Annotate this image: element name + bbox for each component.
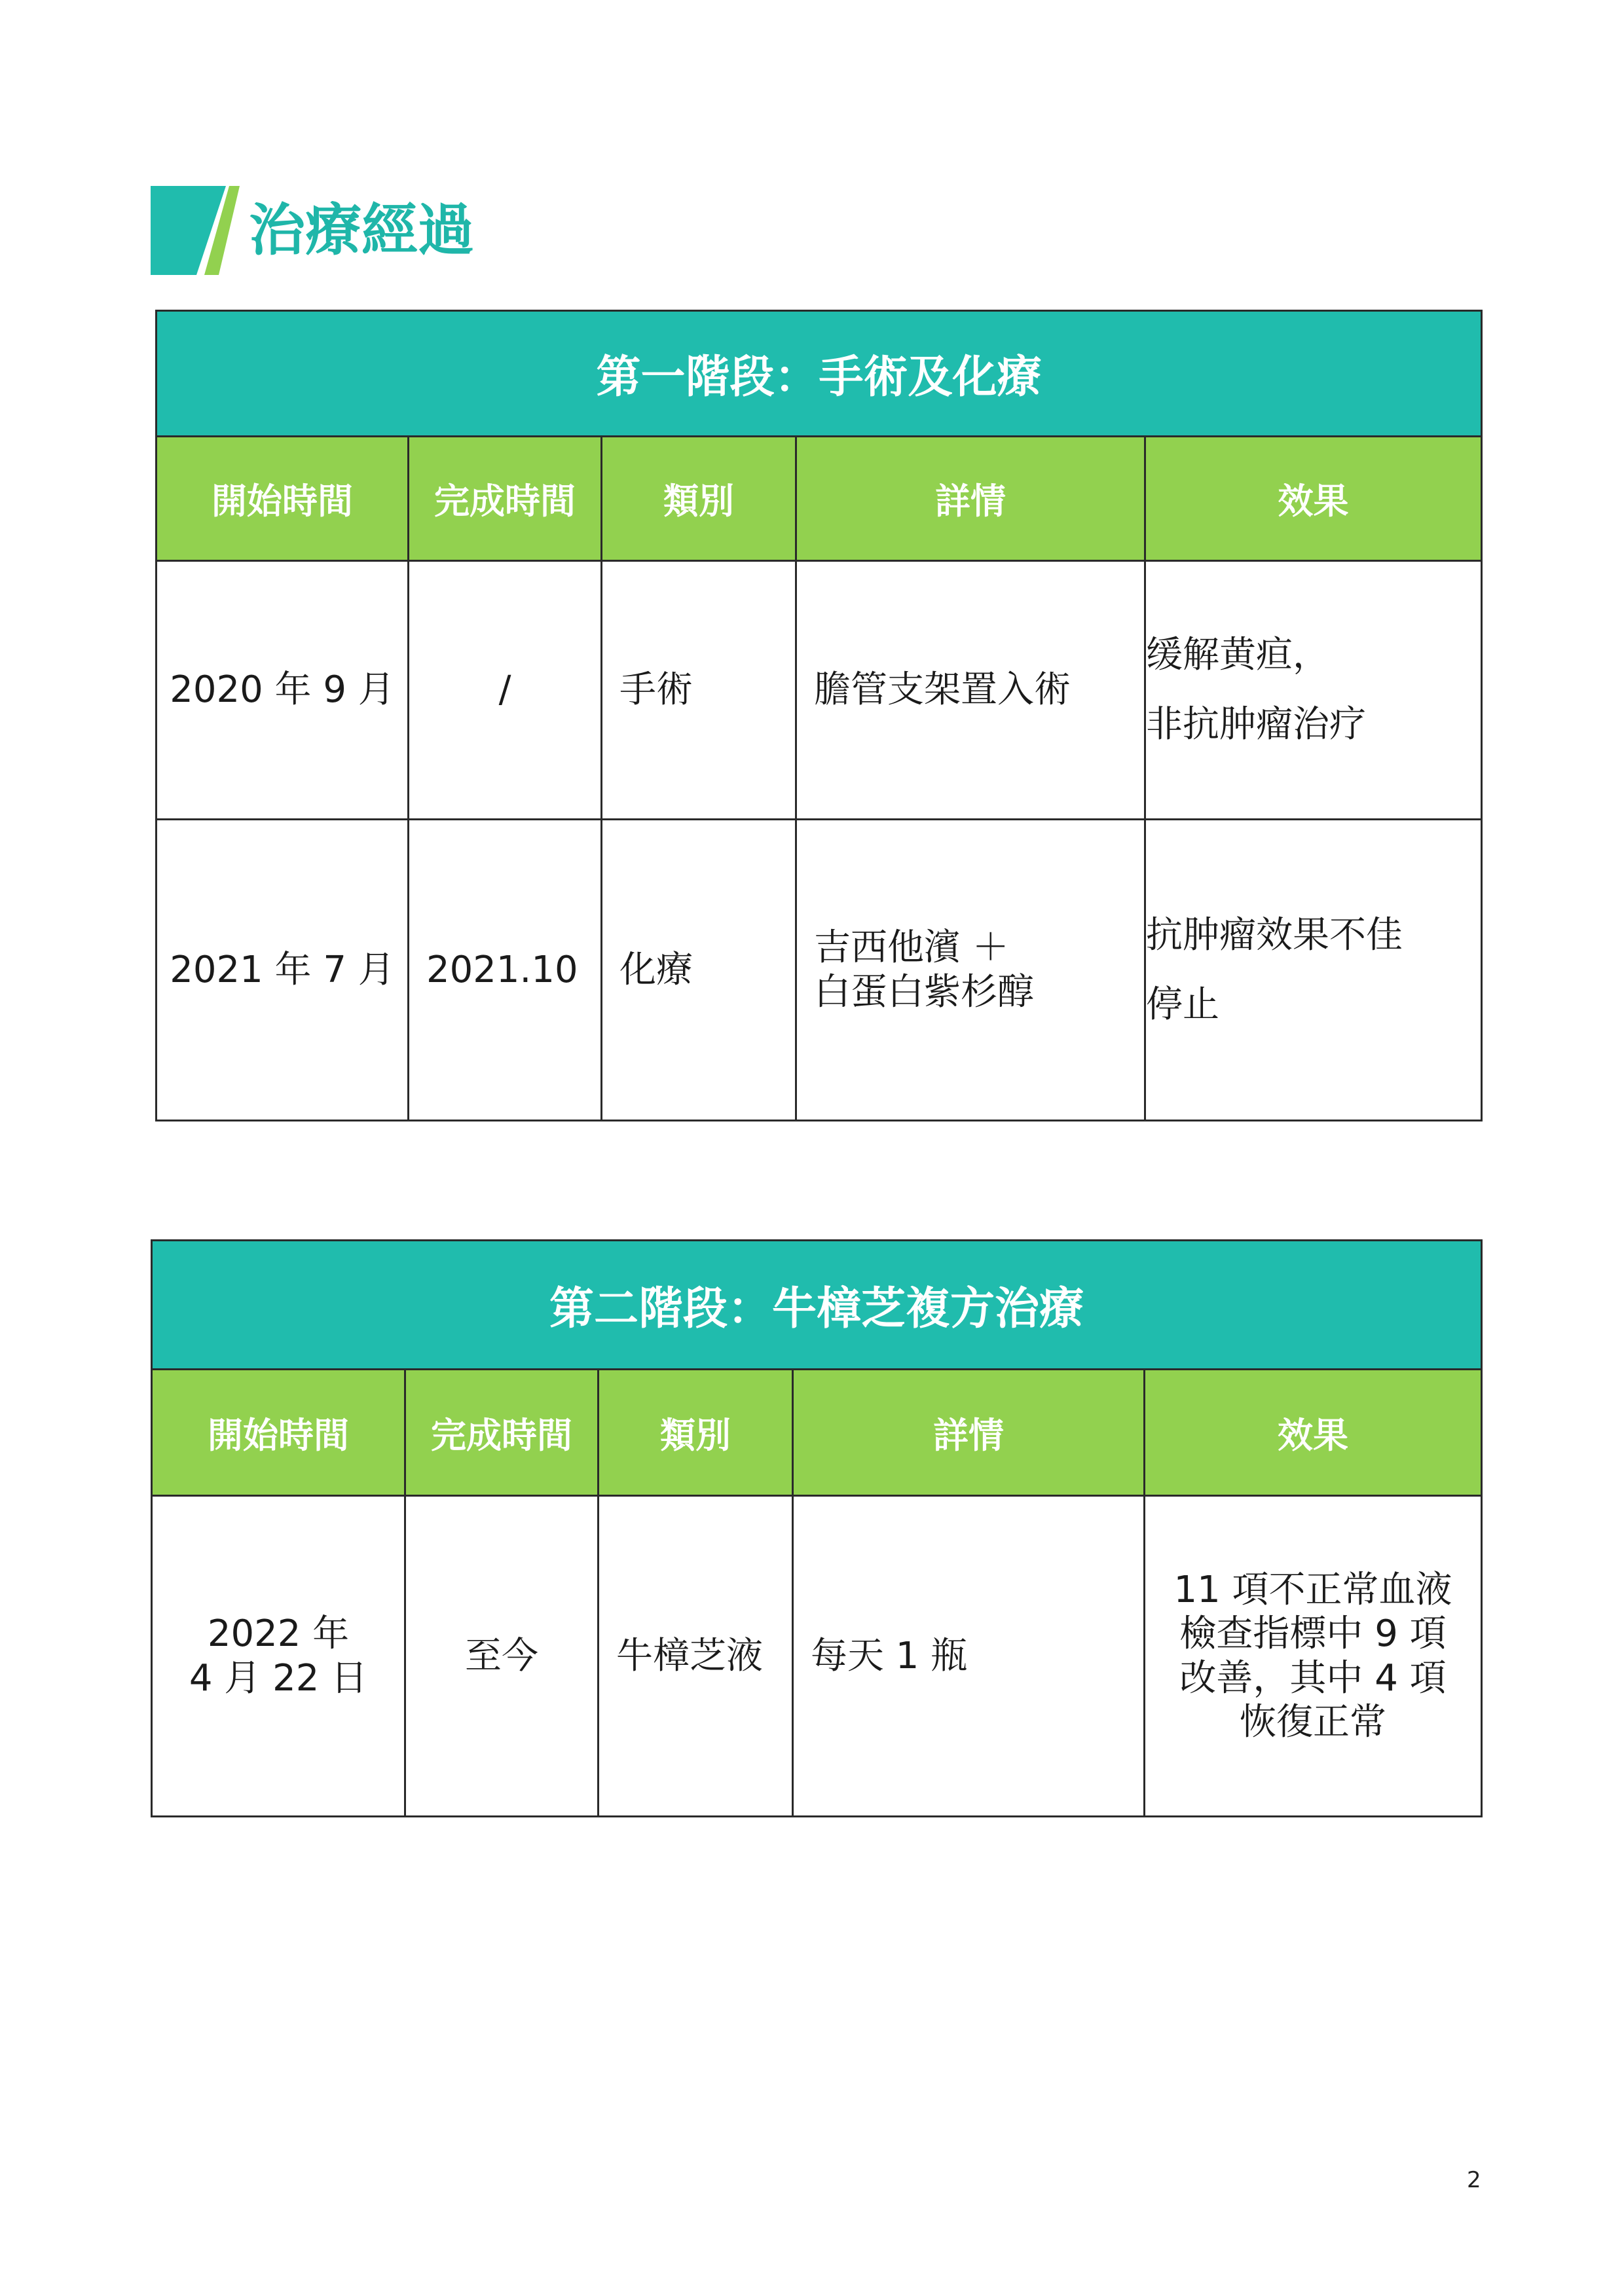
effect-line: 缓解黄疸， [1146, 634, 1329, 677]
table-row [152, 1496, 1482, 1817]
effect-line: 檢查指標中 9 項 [1179, 1613, 1447, 1656]
effect-cell [1145, 561, 1482, 820]
detail-line: 每天 1 瓶 [811, 1634, 968, 1677]
effect-cell [1145, 1496, 1482, 1817]
phase-1-table [155, 310, 1483, 1121]
page-number: 2 [1467, 2167, 1481, 2193]
effect-line: 恢復正常 [1240, 1700, 1387, 1743]
detail-line: 白蛋白紫杉醇 [814, 970, 1034, 1013]
phase-2-table [151, 1239, 1483, 1817]
column-header-detail: 詳情 [793, 1370, 1145, 1496]
detail-cell [793, 1496, 1145, 1817]
column-header-detail: 詳情 [796, 437, 1145, 561]
effect-line: 非抗肿瘤治疗 [1146, 703, 1366, 746]
effect-line: 抗肿瘤效果不佳 [1146, 913, 1403, 957]
effect-line: 11 項不正常血液 [1173, 1569, 1452, 1612]
table-row [157, 561, 1482, 820]
section-marker-icon [151, 186, 240, 275]
section-title: 治療經過 [249, 198, 474, 263]
column-header-category: 類別 [602, 437, 796, 561]
end-cell: / [409, 561, 602, 820]
column-header-category: 類別 [599, 1370, 793, 1496]
effect-line: 改善，其中 4 項 [1179, 1656, 1447, 1700]
column-header-start: 開始時間 [157, 437, 409, 561]
effect-cell [1145, 820, 1482, 1121]
category-cell: 化療 [602, 820, 796, 1121]
start-cell: 2020 年 9 月 [157, 561, 409, 820]
column-header-effect: 效果 [1145, 1370, 1482, 1496]
column-header-start: 開始時間 [152, 1370, 405, 1496]
end-cell: 至今 [405, 1496, 599, 1817]
column-header-end: 完成時間 [405, 1370, 599, 1496]
detail-cell [796, 561, 1145, 820]
column-header-effect: 效果 [1145, 437, 1482, 561]
phase-1-title: 第一階段：手術及化療 [157, 311, 1482, 437]
end-cell: 2021.10 [409, 820, 602, 1121]
start-line: 4 月 22 日 [189, 1656, 368, 1700]
column-header-end: 完成時間 [409, 437, 602, 561]
detail-cell [796, 820, 1145, 1121]
start-line: 2022 年 [207, 1613, 350, 1656]
table-row [157, 820, 1482, 1121]
detail-line: 膽管支架置入術 [814, 668, 1071, 712]
phase-2-title: 第二階段：牛樟芝複方治療 [152, 1241, 1482, 1370]
category-cell: 牛樟芝液 [599, 1496, 793, 1817]
start-cell [152, 1496, 405, 1817]
start-cell: 2021 年 7 月 [157, 820, 409, 1121]
detail-line: 吉西他濱 ＋ [814, 926, 1009, 970]
category-cell: 手術 [602, 561, 796, 820]
effect-line: 停止 [1146, 983, 1219, 1026]
